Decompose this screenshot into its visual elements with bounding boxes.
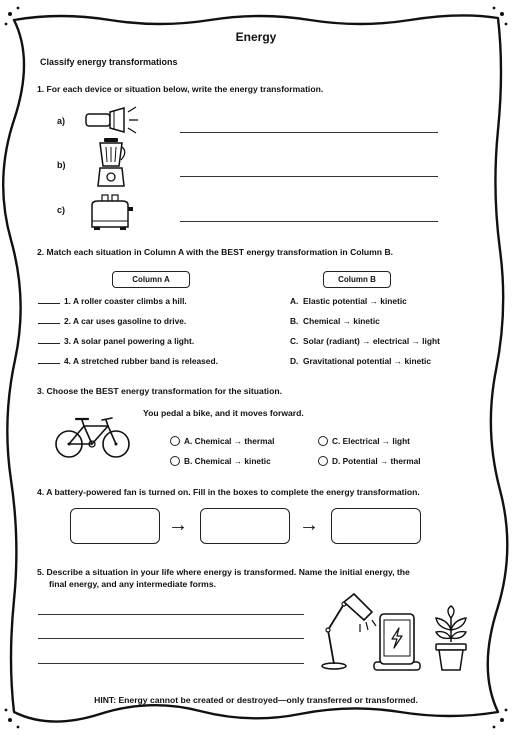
q4-prompt: 4. A battery-powered fan is turned on. Fill in the boxes to complete the energy transformation. [37,487,420,497]
q5-answer-line-1[interactable] [38,614,304,615]
q1-answer-line-b[interactable] [180,176,438,177]
match-blank-4[interactable] [38,363,60,364]
q5-answer-line-2[interactable] [38,638,304,639]
q1-prompt: 1. For each device or situation below, write the energy transformation. [37,84,324,94]
column-b-header: Column B [323,271,391,288]
column-a-item: 2. A car uses gasoline to drive. [38,316,186,326]
page-subtitle: Classify energy transformations [40,57,178,67]
energy-box-3[interactable] [331,508,421,544]
match-blank-2[interactable] [38,323,60,324]
q3-option-a-radio[interactable] [170,436,180,446]
q3-option-b-radio[interactable] [170,456,180,466]
column-a-item: 3. A solar panel powering a light. [38,336,194,346]
q3-prompt: 3. Choose the BEST energy transformation for the situation. [37,386,282,396]
q3-situation: You pedal a bike, and it moves forward. [143,408,304,418]
match-blank-1[interactable] [38,303,60,304]
q3-option-c-radio[interactable] [318,436,328,446]
toaster-icon [88,193,136,233]
column-b-item: D. Gravitational potential → kinetic [290,356,432,366]
energy-box-1[interactable] [70,508,160,544]
q3-option-a-label: A. Chemical → thermal [184,436,275,446]
q1-answer-line-c[interactable] [180,221,438,222]
column-b-item: B. Chemical → kinetic [290,316,380,326]
column-b-item: C. Solar (radiant) → electrical → light [290,336,440,346]
energy-box-2[interactable] [200,508,290,544]
arrow-right-icon: → [168,514,188,536]
q1-item-c-label: c) [57,205,66,215]
q5-prompt-line-1: 5. Describe a situation in your life where energy is transformed. Name the initial energy, the [37,567,410,577]
column-a-header: Column A [112,271,190,288]
column-a-item: 4. A stretched rubber band is released. [38,356,218,366]
phone-charging-icon [372,612,422,672]
desk-lamp-icon [320,592,376,672]
q1-item-b-label: b) [57,160,66,170]
hint-text: HINT: Energy cannot be created or destroyed—only transferred or transformed. [94,695,418,705]
q3-option-c-label: C. Electrical → light [332,436,410,446]
q1-answer-line-a[interactable] [180,132,438,133]
q3-option-d-label: D. Potential → thermal [332,456,421,466]
match-blank-3[interactable] [38,343,60,344]
q3-option-b-label: B. Chemical → kinetic [184,456,271,466]
column-a-item: 1. A roller coaster climbs a hill. [38,296,187,306]
blender-icon [94,138,128,188]
q1-item-a-label: a) [57,116,66,126]
q5-answer-line-3[interactable] [38,663,304,664]
potted-plant-icon [432,606,470,672]
flashlight-icon [84,104,140,130]
q3-option-d-radio[interactable] [318,456,328,466]
q2-prompt: 2. Match each situation in Column A with the BEST energy transformation in Column B. [37,247,394,257]
bicycle-icon [54,414,132,460]
column-b-item: A. Elastic potential → kinetic [290,296,407,306]
page-title: Energy [235,30,277,44]
q5-prompt-line-2: final energy, and any intermediate forms. [49,579,216,589]
arrow-right-icon: → [299,514,319,536]
